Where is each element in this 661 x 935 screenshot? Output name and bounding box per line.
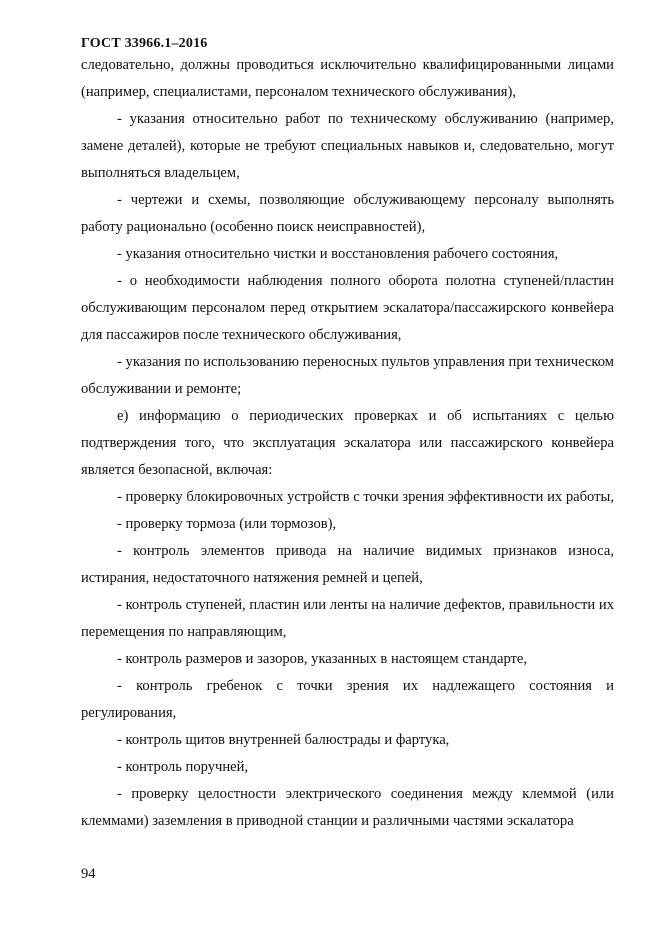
list-item: - контроль размеров и зазоров, указанных в настоящем стандарте, <box>117 651 528 667</box>
list-item: - проверку целостности электрического соединения между клеммой (или клеммами) заземления в приводной станции и различными частями эскалатора <box>81 786 614 829</box>
list-item: - проверку блокировочных устройств с точки зрения эффективности их работы, <box>117 489 614 505</box>
list-item: - контроль поручней, <box>117 759 249 775</box>
list-item: - указания по использованию переносных пультов управления при техническом обслуживании и ремонте; <box>81 354 614 397</box>
list-item: - контроль ступеней, пластин или ленты на наличие дефектов, правильности их перемещения по направляющим, <box>81 597 614 640</box>
document-header: ГОСТ 33966.1–2016 <box>81 36 208 51</box>
paragraph: следовательно, должны проводиться исключительно квалифицированными лицами (например, специалистами, персоналом технического обслуживания), <box>81 57 614 100</box>
list-item: - контроль щитов внутренней балюстрады и фартука, <box>117 732 450 748</box>
list-item: - чертежи и схемы, позволяющие обслуживающему персоналу выполнять работу рационально (особенно поиск неисправностей), <box>81 192 614 235</box>
list-item: - указания относительно работ по техническому обслуживанию (например, замене деталей), которые не требуют специальных навыков и, следовательно, могут выполняться владельцем, <box>81 111 614 181</box>
list-item: - указания относительно чистки и восстановления рабочего состояния, <box>117 246 559 262</box>
list-item: - контроль гребенок с точки зрения их надлежащего состояния и регулирования, <box>81 678 614 721</box>
list-item: - о необходимости наблюдения полного оборота полотна ступеней/пластин обслуживающим персоналом перед открытием эскалатора/пассажирского конвейера для пассажиров после технического обслуживания, <box>81 273 614 343</box>
paragraph: е) информацию о периодических проверках и об испытаниях с целью подтверждения того, что эксплуатация эскалатора или пассажирского конвейера является безопасной, включая: <box>81 408 614 478</box>
page-number: 94 <box>81 866 96 882</box>
list-item: - контроль элементов привода на наличие видимых признаков износа, истирания, недостаточного натяжения ремней и цепей, <box>81 543 614 586</box>
list-item: - проверку тормоза (или тормозов), <box>117 516 337 532</box>
body-text <box>81 52 614 835</box>
